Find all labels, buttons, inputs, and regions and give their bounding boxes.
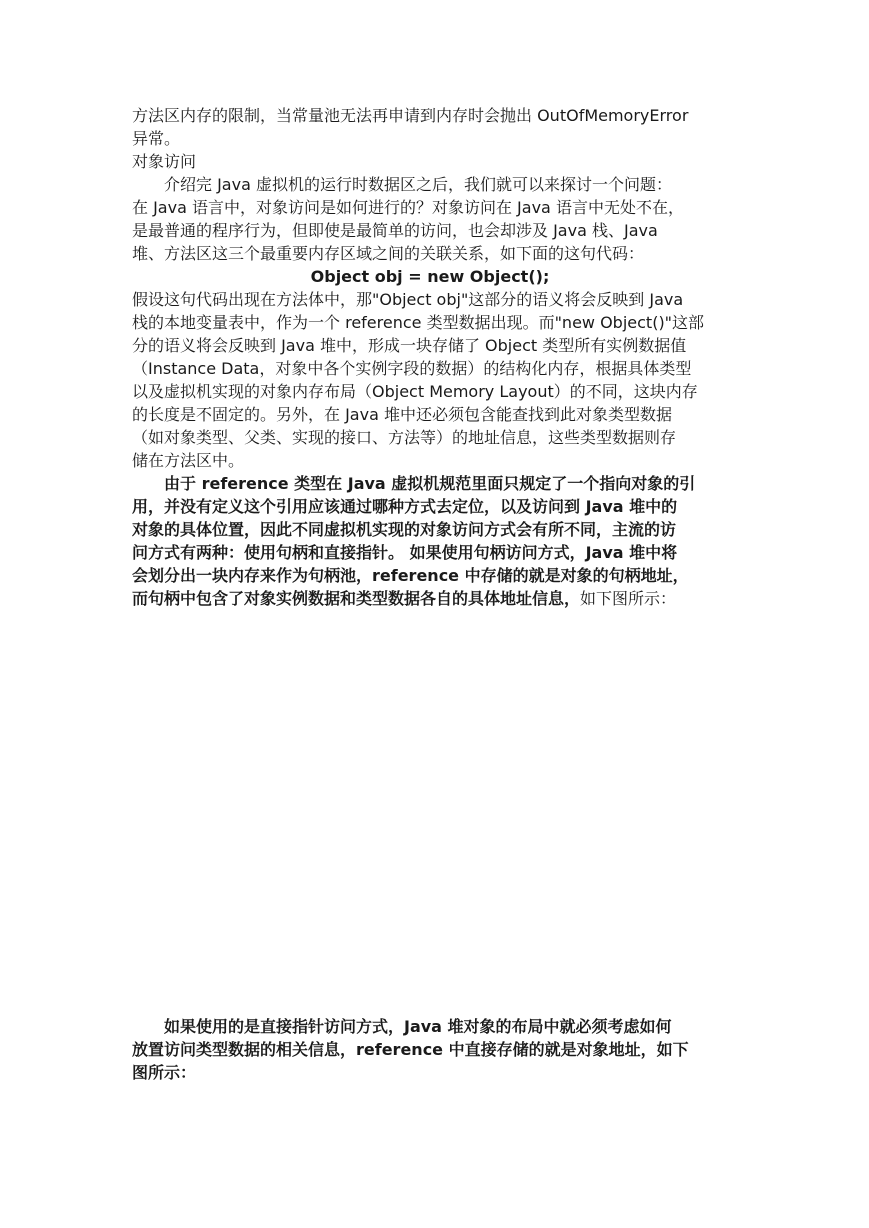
text-line: 问方式有两种：使用句柄和直接指针。 如果使用句柄访问方式，Java 堆中将 <box>132 543 678 562</box>
text-line: 异常。 <box>132 129 181 148</box>
section-heading <box>132 150 728 173</box>
normal-fragment: 如下图所示： <box>580 589 677 608</box>
paragraph-reference-handles <box>132 472 728 610</box>
text-line: 分的语义将会反映到 Java 堆中，形成一块存储了 Object 类型所有实例数据值 <box>132 336 687 355</box>
text-line: 在 Java 语言中，对象访问是如何进行的？对象访问在 Java 语言中无处不在， <box>132 198 684 217</box>
text-line: 的长度是不固定的。另外，在 Java 堆中还必须包含能查找到此对象类型数据 <box>132 405 672 424</box>
text-line: 方法区内存的限制，当常量池无法再申请到内存时会抛出 OutOfMemoryError <box>132 106 689 125</box>
text-line: 栈的本地变量表中，作为一个 reference 类型数据出现。而"new Object()"这部 <box>132 313 705 332</box>
paragraph-intro <box>132 104 728 150</box>
text-line: （如对象类型、父类、实现的接口、方法等）的地址信息，这些类型数据则存 <box>132 428 677 447</box>
text-line: （Instance Data，对象中各个实例字段的数据）的结构化内存，根据具体类型 <box>132 359 692 378</box>
paragraph-direct-pointer <box>132 1015 728 1084</box>
text-line <box>132 587 728 610</box>
paragraph-object-access <box>132 173 728 265</box>
text-line: 会划分出一块内存来作为句柄池，reference 中存储的就是对象的句柄地址， <box>132 566 689 585</box>
text-line: 堆、方法区这三个最重要内存区域之间的关联关系，如下面的这句代码： <box>132 244 645 263</box>
text-line: 储在方法区中。 <box>132 451 245 470</box>
paragraph-assumption <box>132 288 728 472</box>
figure-placeholder-handle-access <box>132 612 728 1007</box>
text-line: 用，并没有定义这个引用应该通过哪种方式去定位，以及访问到 Java 堆中的 <box>132 497 678 516</box>
code-snippet <box>132 265 728 288</box>
text-line: 由于 reference 类型在 Java 虚拟机规范里面只规定了一个指向对象的引 <box>164 474 696 493</box>
text-line: 对象的具体位置，因此不同虚拟机实现的对象访问方式会有所不同，主流的访 <box>132 520 677 539</box>
text-line: 放置访问类型数据的相关信息，reference 中直接存储的就是对象地址，如下 <box>132 1040 689 1059</box>
text-line: 假设这句代码出现在方法体中，那"Object obj"这部分的语义将会反映到 Java <box>132 290 684 309</box>
section-heading-text: 对象访问 <box>132 152 197 171</box>
bold-fragment: 而句柄中包含了对象实例数据和类型数据各自的具体地址信息， <box>132 589 581 608</box>
text-line: 介绍完 Java 虚拟机的运行时数据区之后，我们就可以来探讨一个问题： <box>164 175 672 194</box>
text-line: 图所示： <box>132 1063 197 1082</box>
text-line: 是最普通的程序行为，但即使是最简单的访问，也会却涉及 Java 栈、Java <box>132 221 658 240</box>
text-line: 如果使用的是直接指针访问方式，Java 堆对象的布局中就必须考虑如何 <box>164 1017 672 1036</box>
text-line: 以及虚拟机实现的对象内存布局（Object Memory Layout）的不同，这块内存 <box>132 382 698 401</box>
code-line: Object obj = new Object(); <box>310 267 550 286</box>
